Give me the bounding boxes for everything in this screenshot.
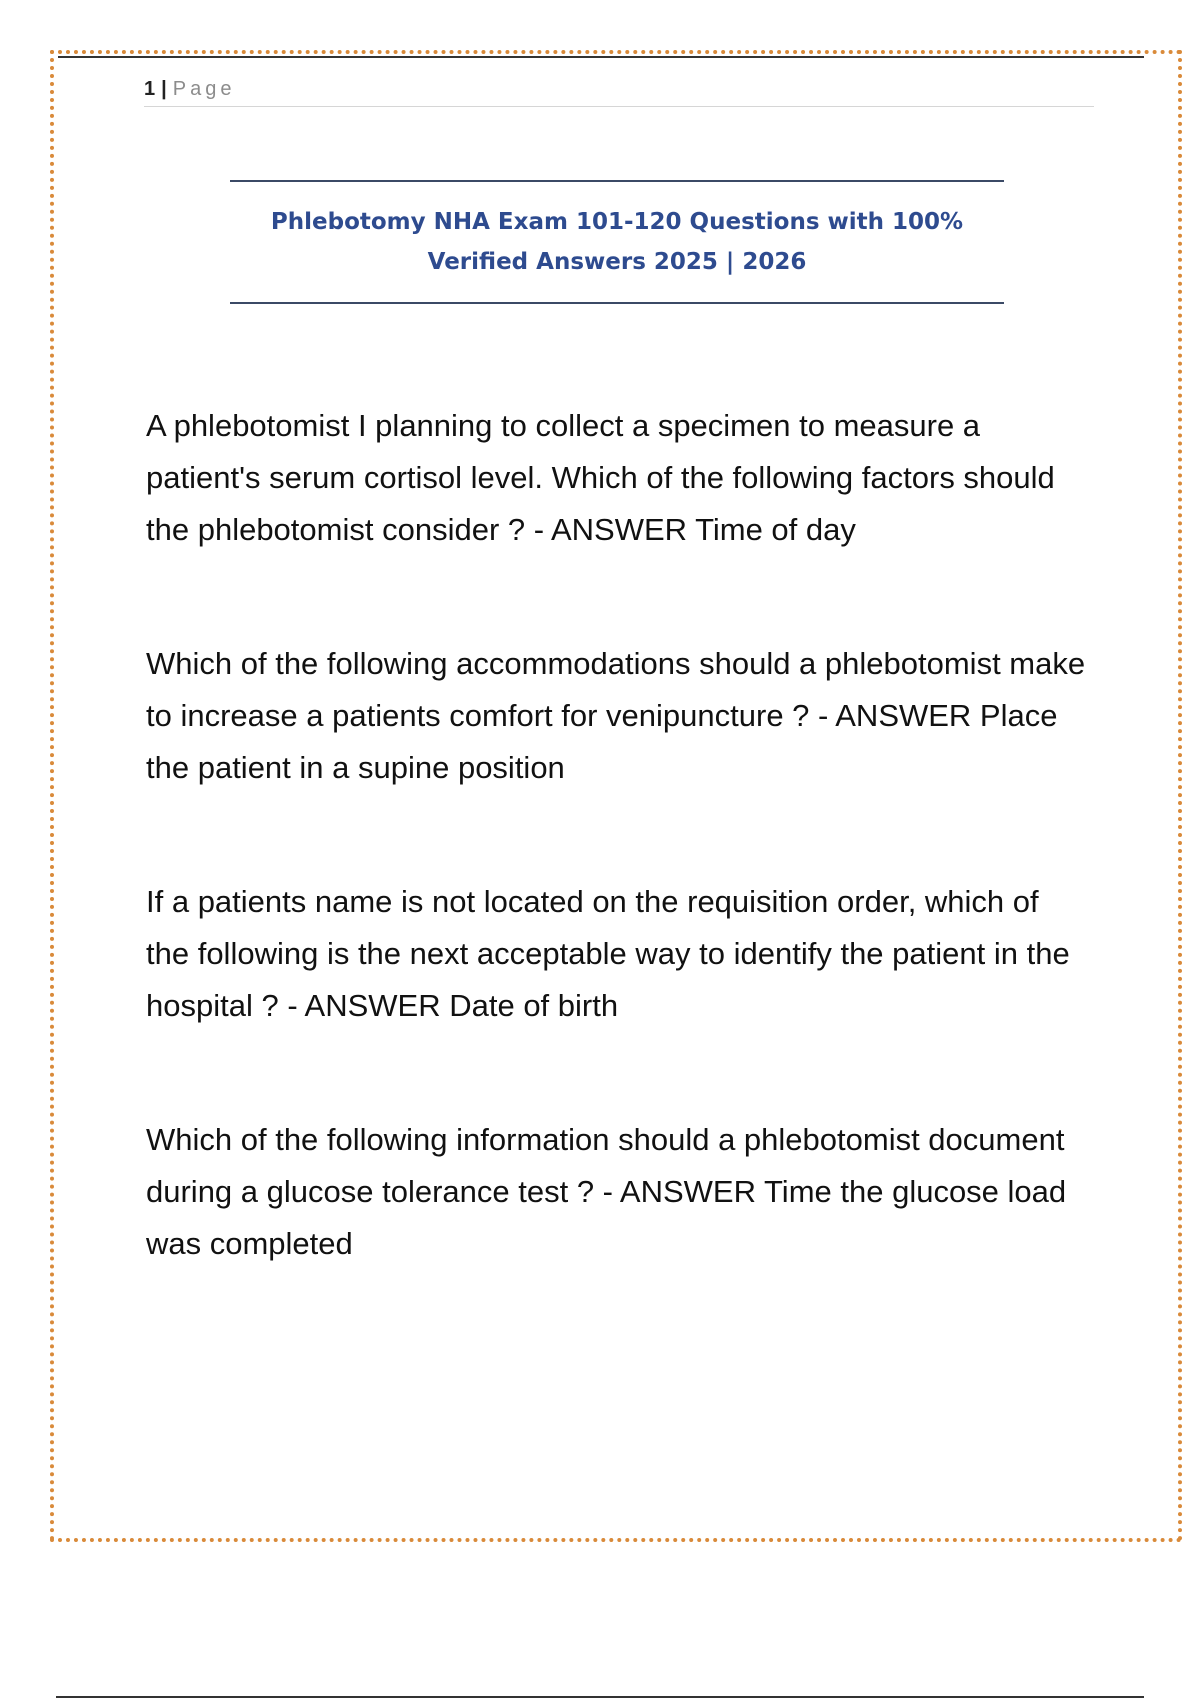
qa-list: [146, 400, 1086, 1352]
page-header: [144, 72, 1094, 107]
page-number: 1: [144, 77, 156, 100]
document-title: Phlebotomy NHA Exam 101-120 Questions with 100% Verified Answers 2025 | 2026: [270, 209, 964, 275]
title-block: [230, 180, 1004, 304]
qa-item: Which of the following information should a phlebotomist document during a glucose tolerance test ? - ANSWER Time the glucose load was completed: [146, 1122, 1067, 1261]
page-label: Page: [172, 77, 236, 100]
qa-item: If a patients name is not located on the requisition order, which of the following is the next acceptable way to identify the patient in the hospital ? - ANSWER Date of birth: [146, 884, 1070, 1023]
qa-item: Which of the following accommodations should a phlebotomist make to increase a patients comfort for venipuncture ? - ANSWER Place the patient in a supine position: [146, 646, 1086, 785]
qa-item: A phlebotomist I planning to collect a specimen to measure a patient's serum cortisol level. Which of the following factors should the phlebotomist consider ? - ANSWER Time of day: [146, 408, 1055, 547]
top-rule: [58, 56, 1144, 58]
page-separator: |: [161, 77, 167, 100]
bottom-rule: [56, 1696, 1144, 1698]
